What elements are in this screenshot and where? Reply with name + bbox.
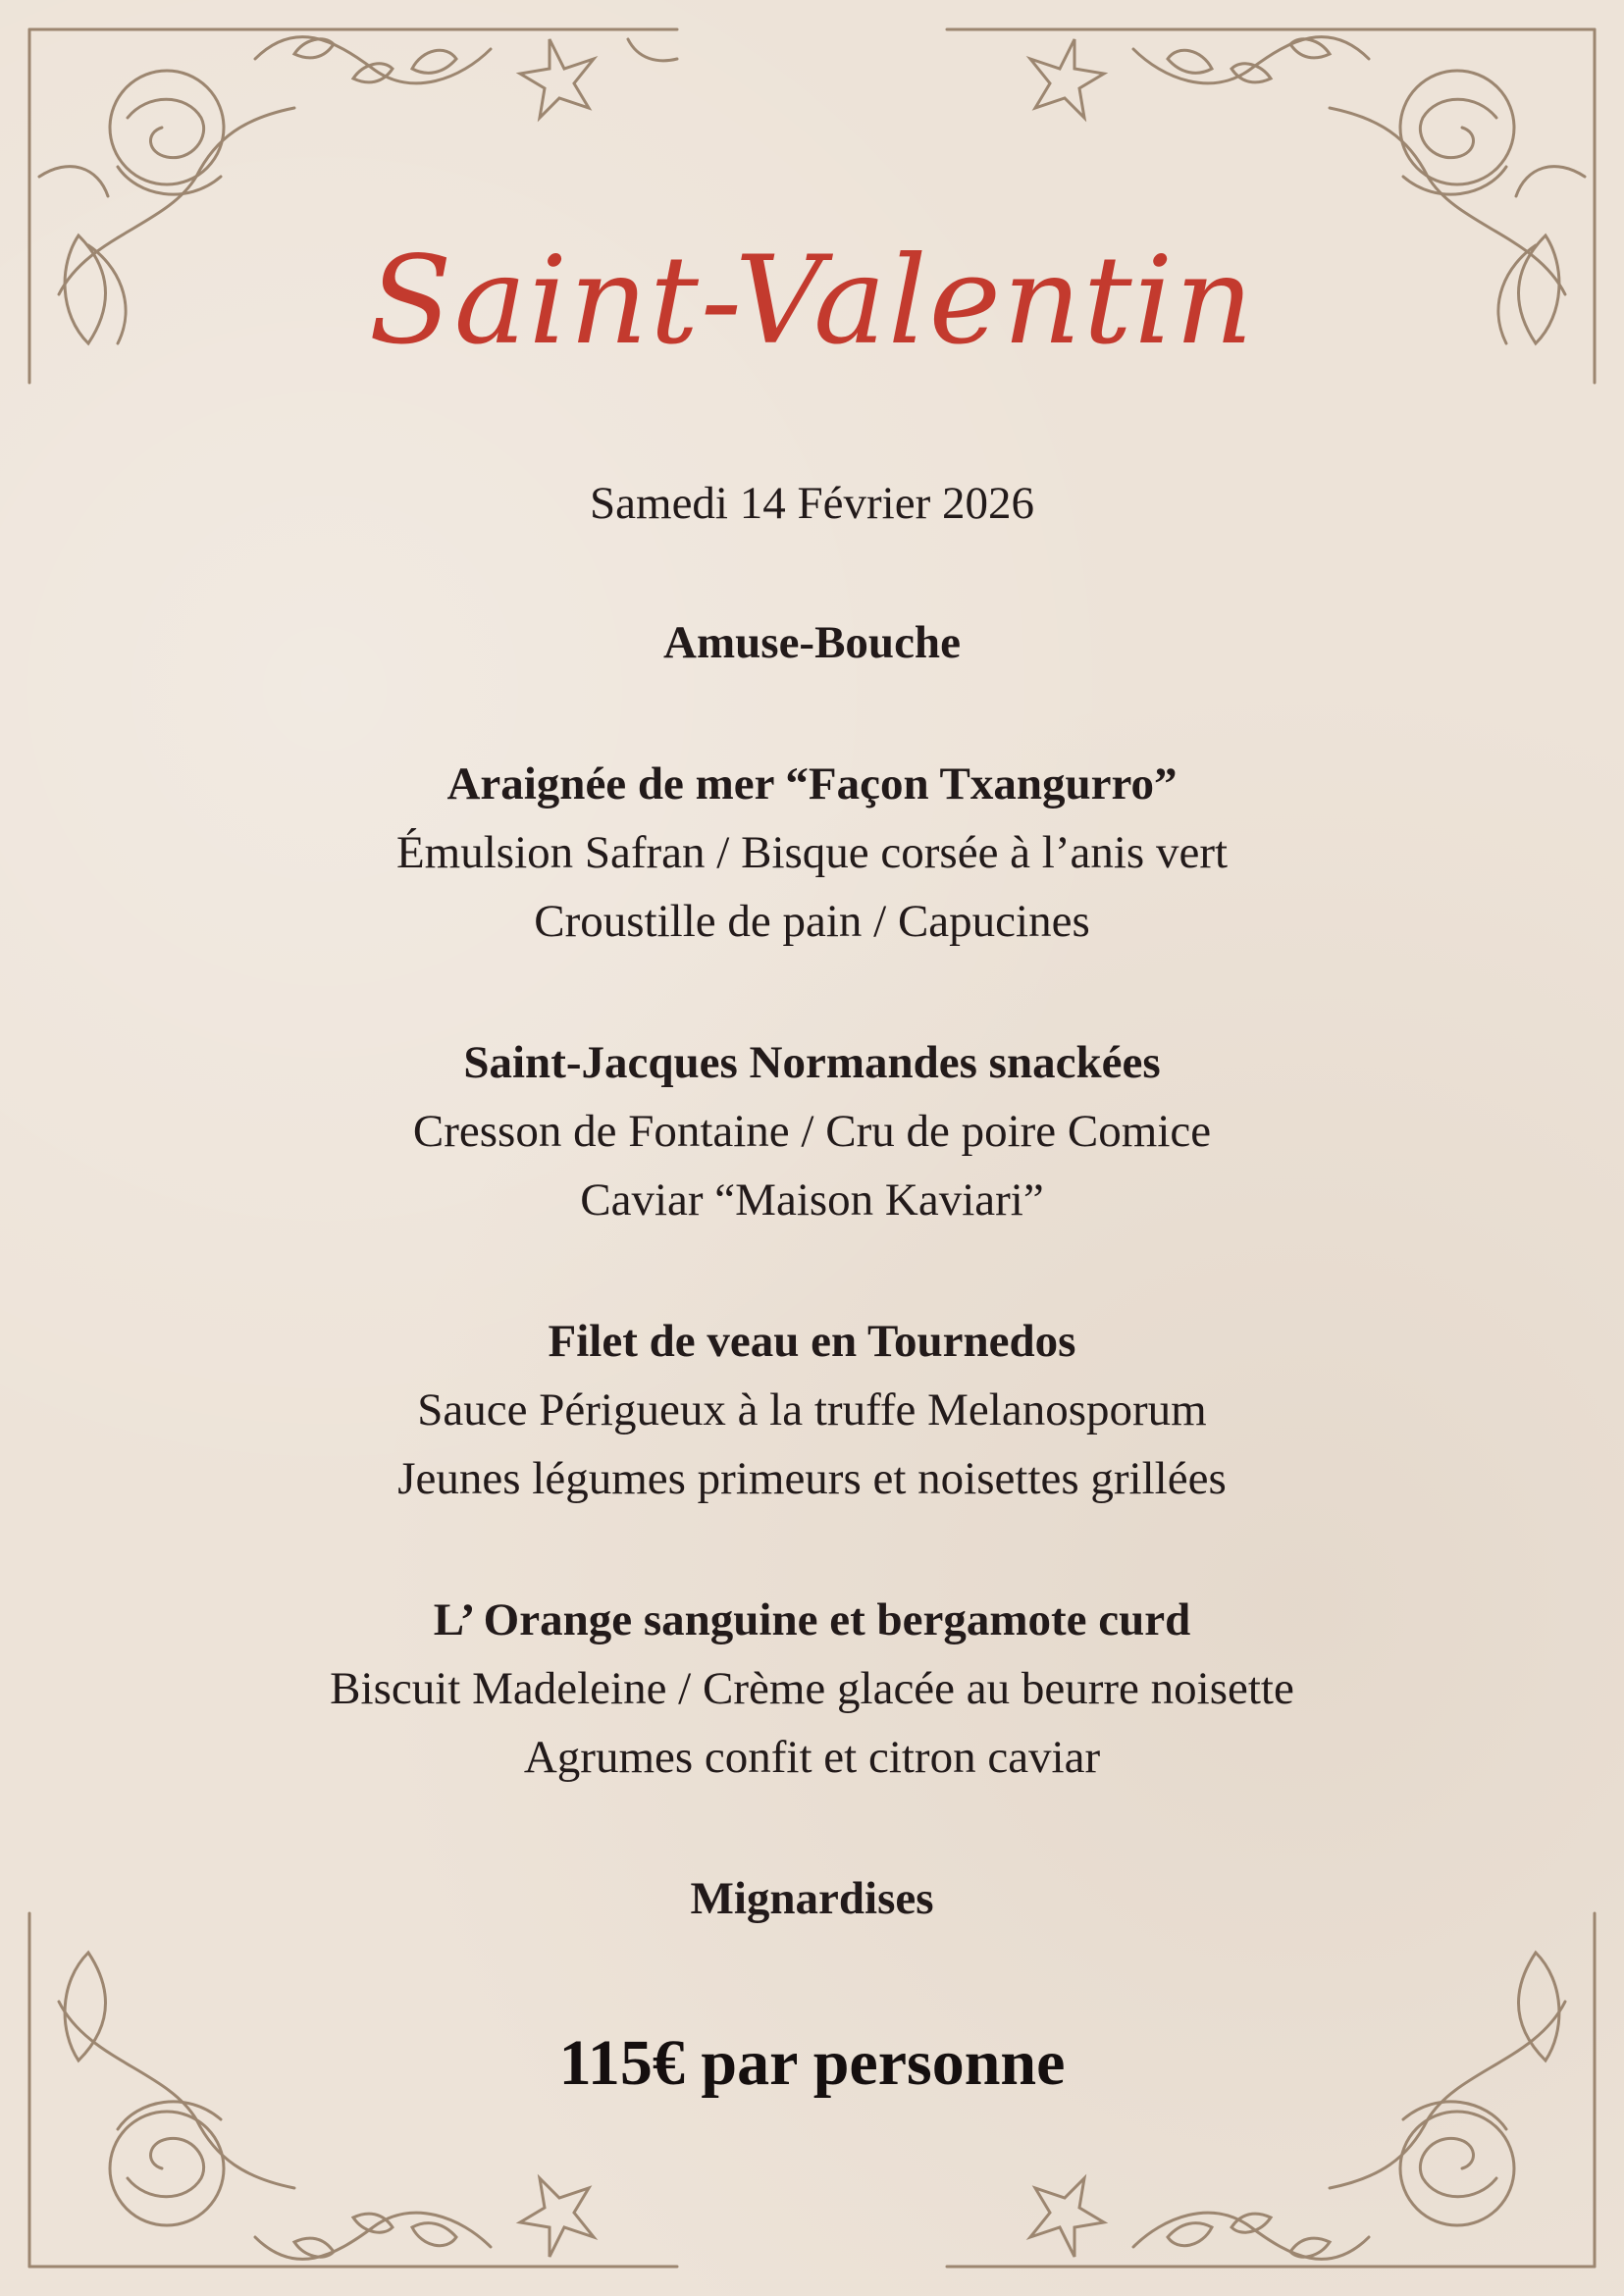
course-block <box>0 750 1624 956</box>
course-description: Caviar “Maison Kaviari” <box>580 1174 1044 1226</box>
mignardises-heading: Mignardises <box>690 1873 934 1924</box>
course-description: Agrumes confit et citron caviar <box>523 1732 1101 1783</box>
course-description: Jeunes légumes primeurs et noisettes grillées <box>397 1453 1227 1504</box>
course-description: Biscuit Madeleine / Crème glacée au beurre noisette <box>330 1663 1294 1714</box>
course-description: Croustille de pain / Capucines <box>534 896 1090 947</box>
course-title: L’ Orange sanguine et bergamote curd <box>433 1594 1191 1645</box>
course-title: Araignée de mer “Façon Txangurro” <box>446 758 1178 809</box>
course-title: Filet de veau en Tournedos <box>548 1316 1076 1367</box>
course-block <box>0 1028 1624 1234</box>
course-description: Sauce Périgueux à la truffe Melanosporum <box>417 1384 1207 1435</box>
course-block <box>0 1586 1624 1792</box>
price-label: 115€ par personne <box>558 2027 1066 2099</box>
course-description: Cresson de Fontaine / Cru de poire Comice <box>412 1106 1212 1157</box>
amuse-bouche-heading: Amuse-Bouche <box>663 617 961 668</box>
menu-title: Saint-Valentin <box>368 231 1256 372</box>
menu-content <box>0 469 1624 2108</box>
course-description: Émulsion Safran / Bisque corsée à l’anis vert <box>395 827 1229 878</box>
course-title: Saint-Jacques Normandes snackées <box>463 1037 1161 1088</box>
menu-date: Samedi 14 Février 2026 <box>590 478 1034 529</box>
course-block <box>0 1307 1624 1513</box>
